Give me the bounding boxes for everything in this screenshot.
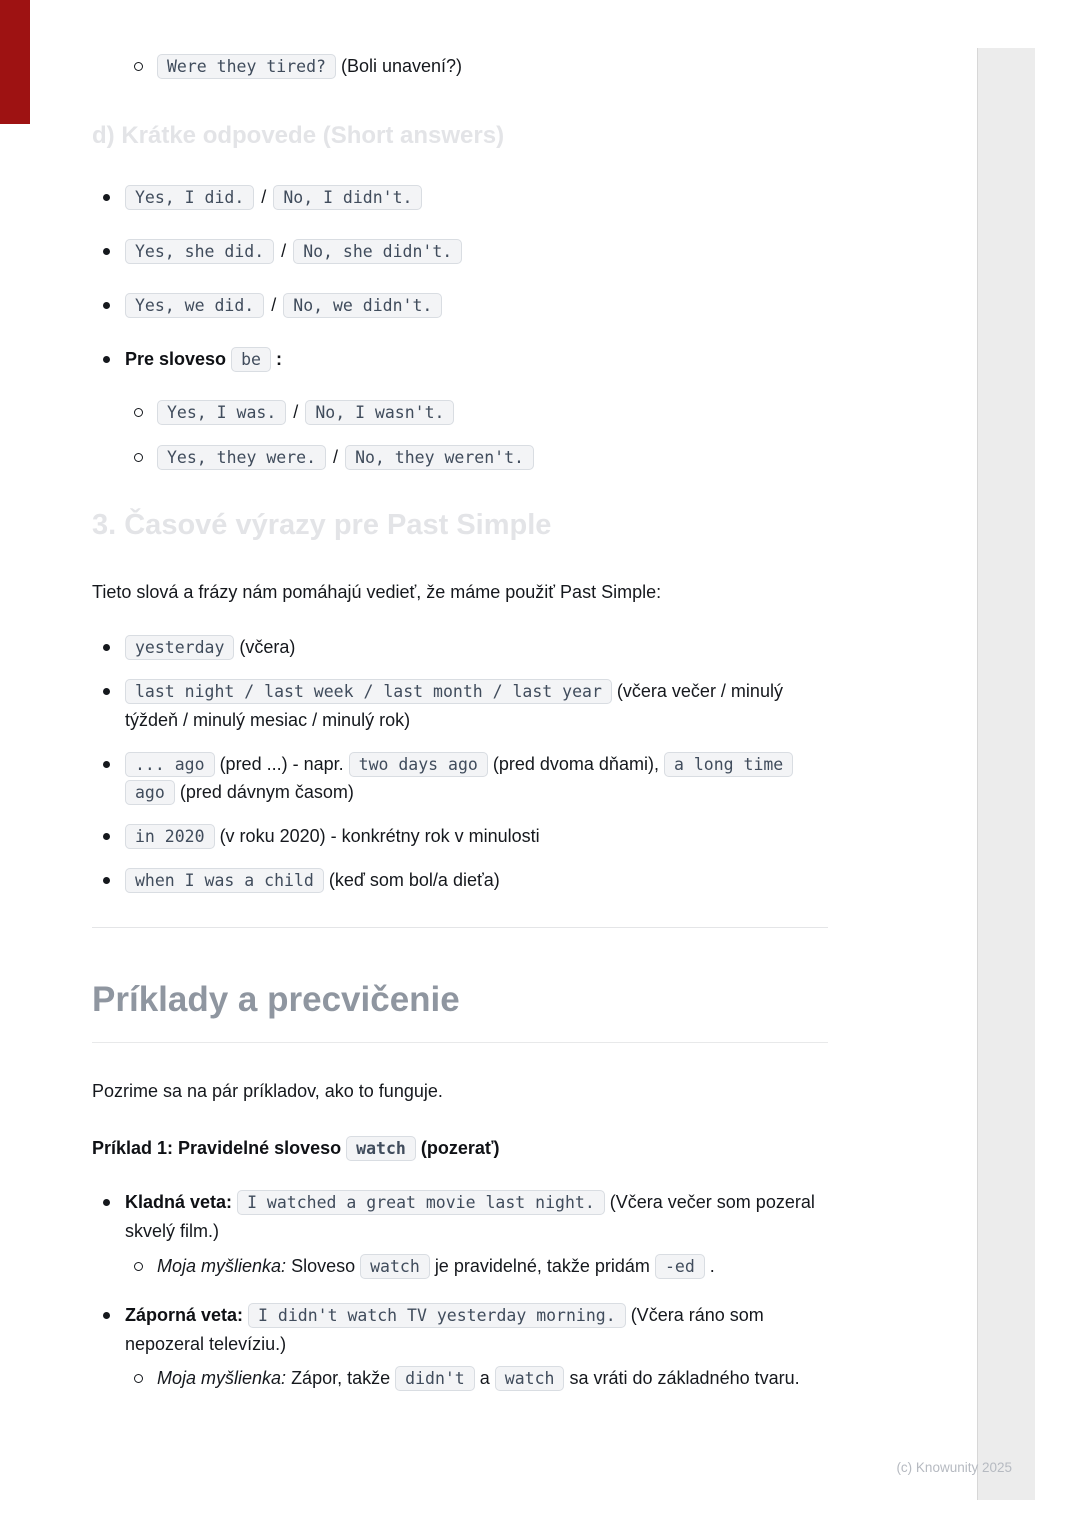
code-chip: I watched a great movie last night. <box>237 1190 605 1215</box>
were-they-tired-item <box>124 52 828 81</box>
translation-text: (pred dvoma dňami), <box>492 753 659 774</box>
time-expressions-list <box>92 633 828 895</box>
code-chip: No, I didn't. <box>273 185 422 210</box>
code-chip: Were they tired? <box>157 54 336 79</box>
translation-text: (pred dávnym časom) <box>179 782 354 803</box>
note-item <box>124 1252 828 1281</box>
paragraph-time-intro: Tieto slová a frázy nám pomáhajú vedieť, že máme použiť Past Simple: <box>92 582 662 603</box>
short-answer-item <box>92 291 828 320</box>
separator: / <box>293 402 299 423</box>
pre-sloveso-item <box>92 345 828 374</box>
code-chip: two days ago <box>349 752 488 777</box>
note-text: sa vráti do základného tvaru. <box>569 1368 800 1389</box>
positive-note-list <box>124 1252 828 1281</box>
code-chip: ... ago <box>125 752 215 777</box>
time-expression-item <box>92 822 828 851</box>
be-answers-list <box>124 398 828 472</box>
note-text: . <box>709 1255 715 1276</box>
code-chip: Yes, I did. <box>125 185 254 210</box>
example1-heading-suffix: (pozerať) <box>420 1137 500 1158</box>
code-chip: yesterday <box>125 635 234 660</box>
code-chip: No, she didn't. <box>293 239 462 264</box>
separator: / <box>281 240 287 261</box>
example1-list <box>92 1188 828 1393</box>
note-item <box>124 1364 828 1393</box>
code-chip: Yes, we did. <box>125 293 264 318</box>
code-chip: be <box>231 347 271 372</box>
short-answers-list <box>92 183 828 472</box>
translation-text: (pred ...) - napr. <box>219 753 344 774</box>
code-chip: Yes, they were. <box>157 445 326 470</box>
time-expression-item <box>92 866 828 895</box>
heading-time-expressions: 3. Časové výrazy pre Past Simple <box>92 508 552 541</box>
separator: / <box>271 294 277 315</box>
positive-sentence-item <box>92 1188 828 1246</box>
code-chip: No, we didn't. <box>283 293 442 318</box>
sentence-label: Kladná veta: <box>125 1192 233 1213</box>
translation-text: (Včera ráno som nepozeral televíziu.) <box>125 1304 764 1354</box>
code-chip: didn't <box>395 1366 475 1391</box>
example1-heading-bold: Príklad 1: Pravidelné sloveso <box>92 1137 342 1158</box>
section-divider <box>92 927 828 928</box>
translation-text: (Včera večer som pozeral skvelý film.) <box>125 1192 815 1242</box>
copyright-notice: (c) Knowunity 2025 <box>896 1460 1012 1475</box>
time-expression-item <box>92 633 828 662</box>
note-text: Zápor, takže <box>291 1368 391 1389</box>
sentence-label: Záporná veta: <box>125 1304 244 1325</box>
note-label-italic: Moja myšlienka: <box>157 1368 287 1389</box>
short-answer-item <box>92 183 828 212</box>
translation-text: (včera večer / minulý týždeň / minulý mesiac / minulý rok) <box>125 680 783 730</box>
short-answer-item <box>92 237 828 266</box>
code-chip: No, I wasn't. <box>305 400 454 425</box>
paragraph-examples-intro: Pozrime sa na pár príkladov, ako to funguje. <box>92 1080 443 1101</box>
note-text: a <box>479 1368 490 1389</box>
note-text: je pravidelné, takže pridám <box>434 1255 650 1276</box>
code-chip: when I was a child <box>125 868 324 893</box>
scrollbar-track[interactable] <box>977 48 1035 1500</box>
negative-sentence-item <box>92 1301 828 1359</box>
be-answer-item <box>124 398 828 427</box>
code-chip: watch <box>360 1254 430 1279</box>
code-chip: Yes, I was. <box>157 400 286 425</box>
code-chip: No, they weren't. <box>345 445 534 470</box>
code-chip: -ed <box>655 1254 705 1279</box>
translation-text: (v roku 2020) - konkrétny rok v minulosti <box>219 826 540 847</box>
code-chip: watch <box>495 1366 565 1391</box>
label-colon: : <box>275 348 282 369</box>
label-bold: Pre sloveso <box>125 348 227 369</box>
page-title-examples: Príklady a precvičenie <box>92 972 828 1043</box>
heading-short-answers: d) Krátke odpovede (Short answers) <box>92 121 505 149</box>
be-answer-item <box>124 443 828 472</box>
translation-text: (včera) <box>239 637 296 658</box>
negative-note-list <box>124 1364 828 1393</box>
document-body <box>92 52 828 1413</box>
time-expression-item <box>92 677 828 735</box>
separator: / <box>333 447 339 468</box>
code-chip: a long time ago <box>125 752 793 806</box>
time-expression-item <box>92 750 828 808</box>
red-corner-mark <box>0 0 30 124</box>
separator: / <box>261 187 267 208</box>
translation-text: (keď som bol/a dieťa) <box>328 869 500 890</box>
note-label-italic: Moja myšlienka: <box>157 1255 287 1276</box>
code-chip: I didn't watch TV yesterday morning. <box>248 1303 626 1328</box>
code-chip: Yes, she did. <box>125 239 274 264</box>
code-chip: watch <box>346 1136 416 1161</box>
code-chip: last night / last week / last month / last year <box>125 679 612 704</box>
code-chip: in 2020 <box>125 824 215 849</box>
translation-text: (Boli unavení?) <box>340 56 463 76</box>
example1-heading <box>92 1134 828 1163</box>
note-text: Sloveso <box>291 1255 356 1276</box>
